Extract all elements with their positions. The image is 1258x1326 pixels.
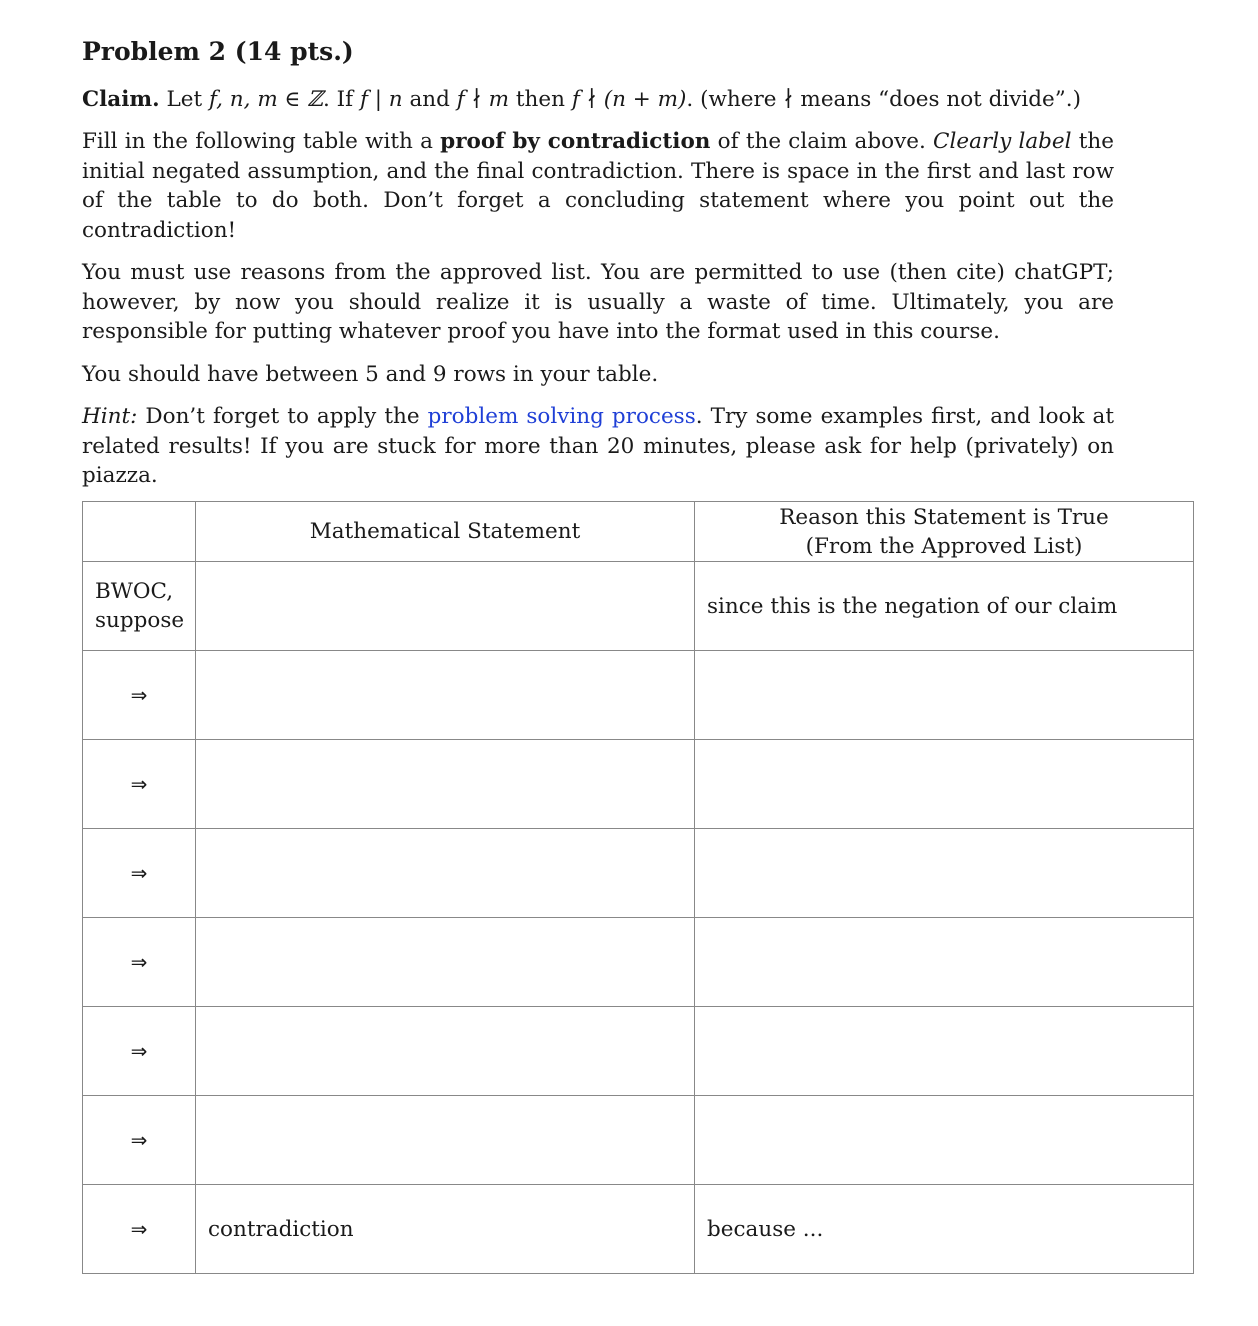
bwoc-label-cell	[83, 562, 196, 651]
implies-arrow: ⇒	[83, 829, 196, 918]
implies-arrow: ⇒	[83, 651, 196, 740]
claim-math-vars: f, n, m ∈ ℤ	[208, 86, 323, 112]
implies-arrow: ⇒	[83, 1096, 196, 1185]
claim-paragraph	[82, 85, 1114, 115]
statement-cell[interactable]	[196, 562, 695, 651]
table-row	[83, 651, 1194, 740]
problem-solving-process-link[interactable]: problem solving process	[427, 404, 696, 429]
hint-text: . Try some examples first, and look at related results! If you are stuck for more than 20 minutes, please ask for help (privately) on piazza.	[82, 404, 1115, 488]
implies-arrow: ⇒	[83, 1185, 196, 1274]
statement-cell[interactable]	[196, 1007, 695, 1096]
reason-cell[interactable]	[695, 1007, 1194, 1096]
claim-text: means “does not divide”.)	[793, 86, 1081, 112]
implies-arrow: ⇒	[83, 740, 196, 829]
claim-text: and	[402, 86, 457, 112]
claim-math-cond2: f ∤ m	[456, 86, 510, 112]
header-reason-line1: Reason this Statement is True	[779, 504, 1109, 530]
instructions-text: the initial negated assumption, and the final contradiction. There is space in the first and last row of the table to do both. Don’t forget a concluding statement where you point out the contradiction!	[82, 129, 1114, 243]
reason-cell[interactable]	[695, 918, 1194, 1007]
contradiction-reason-cell[interactable]: because ...	[695, 1185, 1194, 1274]
hint-label: Hint:	[82, 404, 138, 429]
table-header-row	[83, 502, 1194, 562]
claim-math-cond1: f | n	[359, 86, 403, 112]
reason-cell[interactable]	[695, 1096, 1194, 1185]
instructions-paragraph-1	[82, 127, 1114, 245]
instructions-paragraph-2: You must use reasons from the approved list. You are permitted to use (then cite) chatGPT; however, by now you should realize it is usually a waste of time. Ultimately, you are responsible for putting whatever proof you have into the format used in this course.	[82, 260, 1114, 344]
statement-cell[interactable]	[196, 1096, 695, 1185]
claim-text: then	[509, 86, 572, 112]
header-reason-line2: (From the Approved List)	[805, 533, 1083, 559]
statement-cell[interactable]	[196, 740, 695, 829]
table-row	[83, 918, 1194, 1007]
proof-type-emphasis: proof by contradiction	[440, 129, 711, 154]
claim-math-symbol: ∤	[783, 86, 794, 112]
table-row	[83, 1007, 1194, 1096]
hint-text: Don’t forget to apply the	[137, 404, 428, 429]
implies-arrow: ⇒	[83, 1007, 196, 1096]
header-reason	[695, 502, 1194, 562]
problem-document	[82, 36, 1114, 504]
header-label-cell	[83, 502, 196, 562]
reason-cell[interactable]: since this is the negation of our claim	[695, 562, 1194, 651]
header-statement: Mathematical Statement	[196, 502, 695, 562]
bwoc-label-line2: suppose	[95, 608, 185, 633]
implies-arrow: ⇒	[83, 918, 196, 1007]
claim-label: Claim.	[82, 86, 160, 112]
claim-math-conclusion: f ∤ (n + m)	[571, 86, 687, 112]
statement-cell[interactable]	[196, 918, 695, 1007]
table-row	[83, 1185, 1194, 1274]
claim-text: Let	[159, 86, 209, 112]
hint-paragraph	[82, 402, 1114, 491]
table-row	[83, 740, 1194, 829]
reason-cell[interactable]	[695, 740, 1194, 829]
table-row	[83, 829, 1194, 918]
proof-table	[82, 501, 1194, 1274]
instructions-text: of the claim above.	[710, 129, 934, 154]
bwoc-label-line1: BWOC,	[95, 579, 174, 604]
table-row	[83, 562, 1194, 651]
contradiction-statement-cell[interactable]: contradiction	[196, 1185, 695, 1274]
clearly-label-emphasis: Clearly label	[933, 129, 1072, 154]
instructions-text: Fill in the following table with a	[82, 129, 441, 154]
reason-cell[interactable]	[695, 829, 1194, 918]
reason-cell[interactable]	[695, 651, 1194, 740]
instructions-paragraph-3: You should have between 5 and 9 rows in your table.	[82, 361, 659, 387]
problem-title: Problem 2 (14 pts.)	[82, 37, 354, 66]
claim-text: . (where	[686, 86, 784, 112]
statement-cell[interactable]	[196, 651, 695, 740]
table-row	[83, 1096, 1194, 1185]
claim-text: . If	[322, 86, 360, 112]
statement-cell[interactable]	[196, 829, 695, 918]
